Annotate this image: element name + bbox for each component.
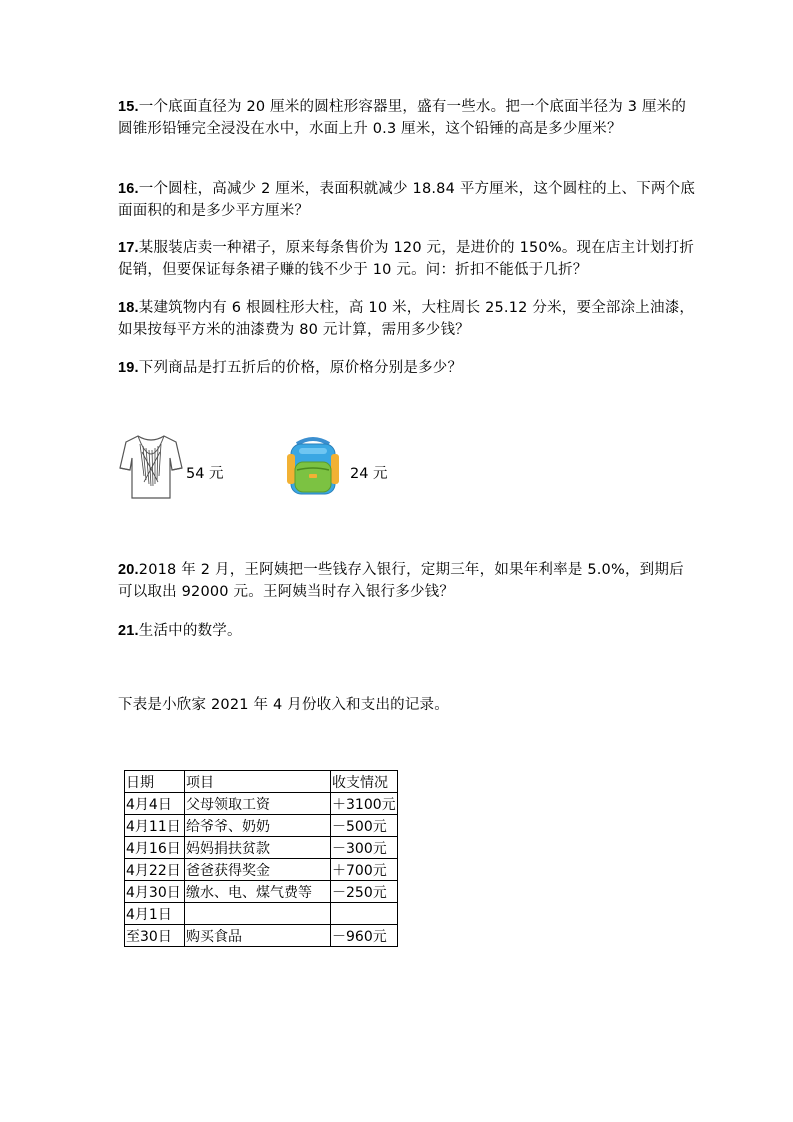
- table-header-cell: 收支情况: [331, 771, 398, 793]
- question-text: 2018 年 2 月，王阿姨把一些钱存入银行，定期三年，如果年利率是 5.0%，到期后可以取出 92000 元。王阿姨当时存入银行多少钱？: [118, 562, 684, 600]
- table-cell: －500元: [331, 815, 398, 837]
- question-text: 一个圆柱，高减少 2 厘米，表面积就减少 18.84 平方厘米，这个圆柱的上、下两个底面面积的和是多少平方厘米？: [118, 181, 696, 219]
- table-row: [125, 837, 398, 859]
- question-number: 15.: [118, 99, 139, 115]
- table-cell: －960元: [331, 925, 398, 947]
- table-cell: 4月11日: [125, 815, 185, 837]
- question-number: 17.: [118, 240, 139, 256]
- table-cell: ＋700元: [331, 859, 398, 881]
- question-text: 下列商品是打五折后的价格，原价格分别是多少？: [138, 360, 463, 376]
- table-row: [125, 793, 398, 815]
- table-cell: －300元: [331, 837, 398, 859]
- table-row: [125, 859, 398, 881]
- table-header-row: [125, 771, 398, 793]
- question-text: 生活中的数学。: [138, 623, 242, 639]
- table-header-cell: 日期: [125, 771, 185, 793]
- backpack-icon: [283, 436, 343, 498]
- table-row: [125, 881, 398, 903]
- table-cell: 4月16日: [125, 837, 185, 859]
- table-row: [125, 903, 398, 925]
- table-cell: 购买食品: [185, 925, 331, 947]
- backpack-price: 24 元: [350, 466, 388, 482]
- question-21: [118, 620, 698, 642]
- question-text: 某建筑物内有 6 根圆柱形大柱，高 10 米，大柱周长 25.12 分米，要全部涂上油漆，如果按每平方米的油漆费为 80 元计算，需用多少钱？: [118, 300, 695, 338]
- income-expense-table: [124, 770, 398, 947]
- table-cell: ＋3100元: [331, 793, 398, 815]
- shirt-price: 54 元: [186, 466, 224, 482]
- table-cell: 4月1日: [125, 903, 185, 925]
- question-19: [118, 357, 698, 379]
- table-cell: 给爷爷、奶奶: [185, 815, 331, 837]
- question-15: [118, 96, 698, 140]
- table-cell: 爸爸获得奖金: [185, 859, 331, 881]
- table-cell: 妈妈捐扶贫款: [185, 837, 331, 859]
- table-cell: 至30日: [125, 925, 185, 947]
- question-17: [118, 237, 698, 281]
- question-16: [118, 178, 698, 222]
- table-cell: 4月22日: [125, 859, 185, 881]
- table-row: [125, 925, 398, 947]
- question-number: 21.: [118, 623, 139, 639]
- table-cell: －250元: [331, 881, 398, 903]
- table-cell: 4月4日: [125, 793, 185, 815]
- table-row: [125, 815, 398, 837]
- table-cell: 缴水、电、煤气费等: [185, 881, 331, 903]
- question-text: 一个底面直径为 20 厘米的圆柱形容器里，盛有一些水。把一个底面半径为 3 厘米的圆锥形铅锤完全浸没在水中，水面上升 0.3 厘米，这个铅锤的高是多少厘米？: [118, 99, 687, 137]
- table-header-cell: 项目: [185, 771, 331, 793]
- table-intro: 下表是小欣家 2021 年 4 月份收入和支出的记录。: [118, 697, 449, 713]
- shirt-icon: [118, 432, 184, 502]
- table-cell: [185, 903, 331, 925]
- question-text: 某服装店卖一种裙子，原来每条售价为 120 元，是进价的 150%。现在店主计划打折促销，但要保证每条裙子赚的钱不少于 10 元。问：折扣不能低于几折？: [118, 240, 695, 278]
- table-cell: 4月30日: [125, 881, 185, 903]
- table-cell: 父母领取工资: [185, 793, 331, 815]
- question-18: [118, 297, 698, 341]
- question-number: 20.: [118, 562, 139, 578]
- question-number: 16.: [118, 181, 139, 197]
- question-20: [118, 559, 698, 603]
- question-number: 19.: [118, 360, 139, 376]
- question-number: 18.: [118, 300, 139, 316]
- table-cell: [331, 903, 398, 925]
